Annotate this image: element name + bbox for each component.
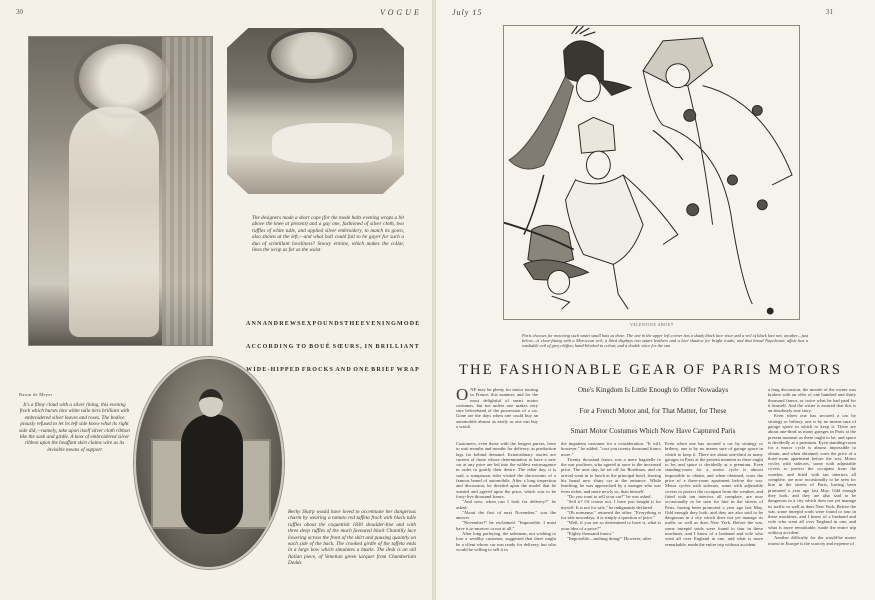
paragraph: Even when one has secured a car by strategy or bribery, one is by no means sure of garage space in which to keep it. There are about one-third as many garages in Paris at the present moment as there ought to be, and space is decidedly at a premium. Even standing-room for a motor cycle is almost impossible to obtain, and when obtained, costs the price of a three-room apartment before the war. Motor cycles with sidecars, some with adjustable covers to protect the occupant from the weather, and fitted with tan interiors all complete, are now occasionally to be seen for hire in the streets of Paris, having been promoted a year ago last May. Odd enough they look, and they are also said to be dangerous in a city which does not yet manage its traffic so well as does New York. Before the war, some intrepid souls were found to tour in these machines, and I know of a husband and wife who went all over England in one, and what is more remarkable, made the entire trip without accident.	[665, 441, 763, 547]
paragraph: a long discussion, the morale of the owner was broken with an offer of one hundred and thirty thousand francs, or twice what he had paid for it himself. And the writer is assured that this is an absolutely true story.	[768, 387, 856, 414]
paragraph: the impatient customer for a consideration. "It will, however," he added, "cost you twenty thousand francs more."	[561, 441, 661, 457]
deck-line-1: One's Kingdom Is Little Enough to Offer Nowadays	[577, 386, 729, 394]
left-page	[0, 0, 432, 600]
headline-word: BOUÉ	[309, 344, 331, 350]
page-number-left: 30	[16, 8, 23, 16]
headline-word: EVENING	[360, 321, 397, 327]
paragraph: "Well, if you are so determined to have it, what is your idea of a price?"	[561, 520, 661, 531]
headline-word: ANDREWS	[262, 321, 302, 327]
headline-word: WIDE-HIPPED	[246, 367, 301, 373]
paragraph: After long parleying, the salesman, not wishing to lose a wealthy customer, suggested that there might be a client whose car was ready for delivery, but who would be willing to sell it to	[456, 531, 556, 552]
illustration-caption: Paris chooses for motoring such smart small hats as these. The one in the upper left corner has a shady black lace visor and a veil of black lace net; another—just below—is close-fitting with a Moroccan veil; a third displays two smart leathers and a lace shadow for bright roads; and that broad Napoleonic affair has a washable veil of grey chiffon, hand-blocked in colour, and a double visor for the sun	[522, 333, 808, 349]
paragraph: "Do you want to sell your car?" he was asked.	[567, 493, 652, 499]
headline-word: THE	[344, 321, 361, 327]
paragraph: Even when one has secured a car by strategy or bribery, one is by no means sure of garage space in which to keep it. There are about one-third as many garages in Paris at the present moment as there ought to be, and space is decidedly at a premium. Even standing-room for a motor cycle is almost impossible to obtain, and when obtained, costs the price of a three-room apartment before the war. Motor cycles with sidecars, some with adjustable covers to protect the occupant from the weather, and fitted with tan interiors all complete, are now occasionally to be seen for hire in the streets of Paris, having been promoted a year ago last May. Odd enough they look, and they are also said to be dangerous in a city which does not yet manage its traffic so well as does New York. Before the war, some intrepid souls were found to tour in these machines, and I know of a husband and wife who went all over England in one, and what is more remarkable, made the entire trip without accident.	[768, 413, 856, 536]
body-column-1-top	[456, 387, 538, 441]
headline-line-1	[246, 321, 420, 327]
headline-word: EXPOUNDS	[301, 321, 345, 327]
photo-woman-black-taffeta-at-desk	[134, 357, 284, 569]
caption-short-cape: The designers made a short cape (for the mode halts evening wraps a bit above the knee at present) and a gay one, fashioned of silver cloth, two ruffles of white tulle, and applied silver embroidery, to match its gown, also shown at the left,—and what ball could fail to be gayer for such a duo of scintillant loveliness? Snowy ermine, which makes the collar, lines the wrap as far as the waist	[252, 215, 404, 254]
fashion-sketch-drawing	[504, 26, 799, 319]
running-head-vogue: VOGUE	[380, 8, 422, 17]
photo-standing-woman-evening-gown	[28, 36, 213, 346]
paragraph: "November?" he exclaimed. "Impossible. I must have it to-morrow or not at all."	[456, 520, 556, 531]
headline-word: TO	[296, 344, 308, 350]
headline-word: BRIEF	[371, 367, 396, 373]
body-column-3	[665, 441, 763, 581]
illustration-motoring-hats	[503, 25, 800, 320]
headline-word: FROCKS	[301, 367, 335, 373]
curtain-backdrop	[162, 37, 212, 345]
ermine-wrap	[272, 123, 392, 163]
body-column-4	[768, 387, 856, 583]
body-text: NE may be plenty for motor touring in France, this summer, and for the most delightful of smart motor costumes, but not unless one makes very sure beforehand of the possession of a car. Gone are the days when one could buy an automobile almost as easily as one can buy a watch.	[456, 387, 538, 430]
body-column-2	[561, 441, 661, 581]
page-number-right: 31	[826, 8, 833, 16]
paragraph: "Oh nonsense," returned the other. "Everything is for sale nowadays; it is simply a question of price."	[561, 509, 661, 521]
paragraph: Customers, even those with the longest purses, have to wait months and months for delivery, as production lags far behind demand. Extraordinary stories are current of those whose determination to have a new car at any price are led into the wildest extravagance in order to gratify their desire. The other day, it is said, a sumptuous rider visited the showrooms of a famous brand of automobile. After a long inspection and discussion, he decided upon the model that he wanted and agreed upon the price, which was to be forty-five thousand francs.	[456, 441, 556, 499]
headline-word: ONE	[353, 367, 370, 373]
headline-word: WRAP	[396, 367, 420, 373]
headline-word: IN	[364, 344, 374, 350]
ornate-mirror-frame	[267, 28, 357, 83]
running-head-date: July 15	[452, 8, 483, 17]
paragraph: "About the first of next November," was the answer.	[456, 509, 556, 521]
headline-line-2	[246, 344, 420, 350]
paragraph: "Sell it? Of course not. I have just bought it for myself. It is not for sale," he indignantly declared.	[561, 499, 661, 510]
headline-word: SŒURS,	[332, 344, 363, 350]
paragraph: "Impossible—nothing doing!" However, after	[567, 536, 652, 542]
woman-head	[199, 389, 223, 417]
headline-word: ACCORDING	[246, 344, 295, 350]
deck-line-2: For a French Motor and, for That Matter, for These	[579, 406, 727, 415]
drop-cap: O	[456, 387, 469, 404]
deck-line-3: Smart Motor Costumes Which Now Have Captured Paris	[570, 427, 736, 435]
paragraph: "And now, when can I look for delivery?" he asked.	[456, 499, 556, 510]
headline-word: AND	[335, 367, 352, 373]
black-taffeta-frock	[181, 414, 243, 534]
photo-credit: Baron de Meyer	[19, 392, 53, 397]
headline-word: ANN	[246, 321, 263, 327]
article-title: THE FASHIONABLE GEAR OF PARIS MOTORS	[459, 362, 843, 378]
headline-line-3	[246, 367, 420, 373]
woman-in-tulle-gown	[69, 107, 159, 337]
paragraph: Another difficulty for the would-be motor tourist in Europe is the scarcity and expense of	[768, 535, 856, 546]
article-deck	[543, 386, 763, 448]
paragraph: "Eighty thousand francs."	[567, 531, 615, 537]
caption-filmy-cloud: It's a filmy cloud with a silver lining, this evening frock which bursts into white tulle tiers brilliant with embroidered silver leaves and roses. The bodice piously refused to let its left side know what its right side did,—namely, take upon itself silver cloth ribbon like the sash and girdle. A knot of embroidered silver ribbon upon the bouffant skirt claims wire as its invisible means of support	[19, 402, 130, 453]
paragraph: Twenty thousand francs was a mere bagatelle to the war profiteer, who agreed at once to the increased price. The next day, he set off for Bordeaux, and on arrival went in to lunch at the principal hotel, leaving his brand new shiny car at the entrance. While lunching, he was approached by a stranger who was even richer, and more newly so, than himself.	[561, 456, 661, 494]
photo-woman-wrap-back-view	[227, 28, 404, 194]
illustrator-credit: VALENTINE ABOUT	[630, 323, 674, 327]
headline-word: MODE	[396, 321, 421, 327]
headline-word: BRILLIANT	[375, 344, 420, 350]
caption-becky-sharp: Becky Sharp would have loved to accentuate her dangerous charm by wearing a tomato red taffeta frock with black tulle ruffles about the coquettish 1830 shoulder-line and with three deep ruffles of the much favoured black Chantilly lace lowering across the front of the skirt and pausing quaintly on each side of the back. The crooked girdle of the taffeta ends in a large bow which simulates a bustle. The desk is an old Italian piece, of Venetian green lacquer from Chamberlain Dodds	[288, 509, 416, 567]
body-column-1-lower	[456, 441, 556, 581]
